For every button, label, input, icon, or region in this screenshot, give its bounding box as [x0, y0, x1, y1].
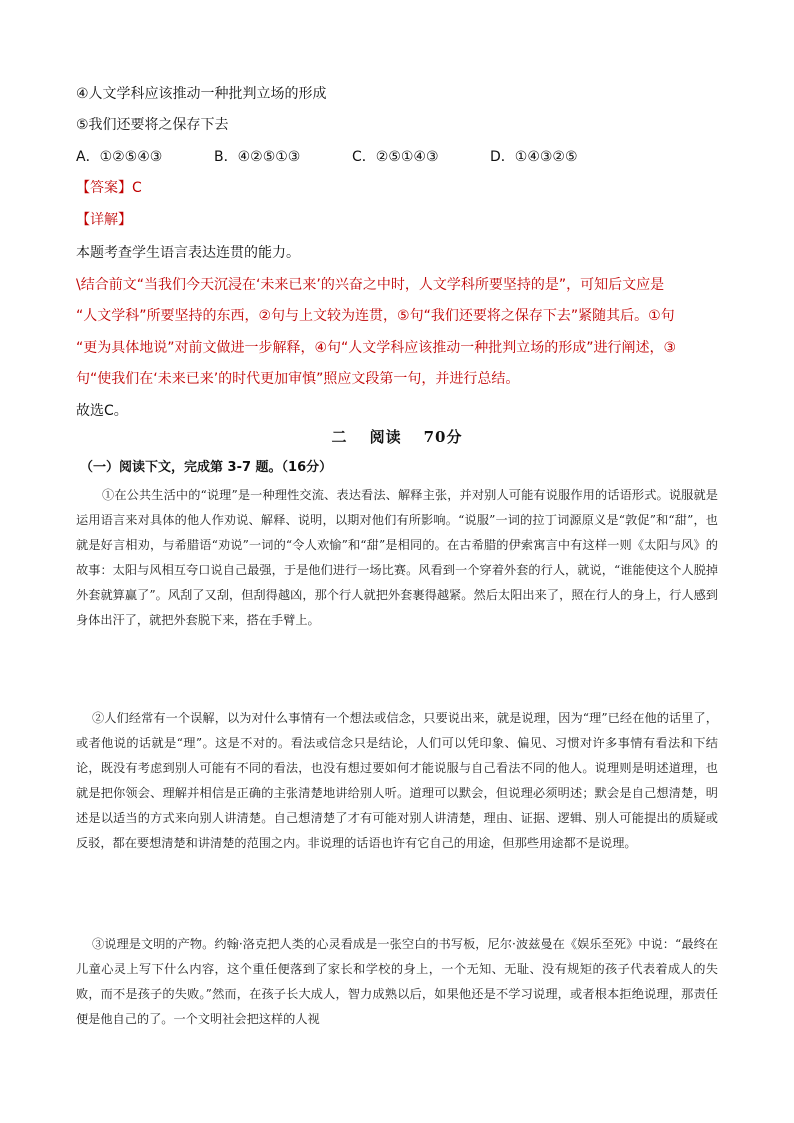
detail-line-4: 句“使我们在‘未来已来’的时代更加审慎”照应文段第一句，并进行总结。 [76, 371, 520, 387]
answer-options [76, 147, 628, 167]
section-name: 阅读 [369, 428, 402, 446]
section-number: 二 [331, 428, 348, 446]
detail-label: 【详解】 [76, 212, 132, 228]
detail-line-2 [76, 306, 675, 326]
option-c: C．②⑤①④③ [352, 149, 439, 165]
detail-intro: 本题考查学生语言表达连贯的能力。 [76, 245, 300, 261]
reading-paragraph-1: ①在公共生活中的“说理”是一种理性交流、表达看法、解释主张，并对别人可能有说服作用的话语形式。说服就是运用语言来对具体的他人作劝说、解释、说明，以期对他们有所影响。“说服”一词的拉丁词源原义是“敦促”和“甜”，也就是好言相劝，与希腊语“劝说”一词的“令人欢愉”和“甜”是相同的。在古希腊的伊索寓言中有这样一则《太阳与风》的故事：太阳与风相互夸口说自己最强，于是他们进行一场比赛。风看到一个穿着外套的行人，就说，“谁能使这个人脱掉外套就算赢了”。风刮了又刮，但刮得越凶，那个行人就把外套裹得越紧。然后太阳出来了，照在行人的身上，行人感到身体出汗了，就把外套脱下来，搭在手臂上。 [76, 488, 718, 627]
section-score: 70分 [423, 428, 463, 446]
section-title [0, 426, 794, 447]
answer-value: C [132, 180, 142, 196]
list-item-5: ⑤我们还要将之保存下去 [76, 117, 229, 133]
option-b: B．④②⑤①③ [214, 149, 301, 165]
option-a: A．①②⑤④③ [76, 149, 163, 165]
answer-line [76, 178, 142, 198]
option-d: D．①④③②⑤ [490, 149, 578, 165]
detail-line-2-main: “人文学科”所要坚持的东西，②句与上文较为连贯，⑤句“我们还要将之保存下去”紧随其后。 [76, 308, 649, 324]
reading-paragraph-3: ③说理是文明的产物。约翰·洛克把人类的心灵看成是一张空白的书写板，尼尔·波兹曼在《娱乐至死》中说：“最终在儿童心灵上写下什么内容，这个重任便落到了家长和学校的身上，一个无知、无耻、没有规矩的孩子代表着成人的失败，而不是孩子的失败。”然而，在孩子长大成人，智力成熟以后，如果他还是不学习说理，或者根本拒绝说理，那责任便是他自己的了。一个文明社会把这样的人视 [76, 937, 718, 1026]
answer-label: 【答案】 [76, 180, 132, 196]
subsection-heading: （一）阅读下文，完成第 3-7 题。（16分） [80, 460, 333, 475]
reading-paragraph-2: ②人们经常有一个误解，以为对什么事情有一个想法或信念，只要说出来，就是说理，因为“理”已经在他的话里了，或者他说的话就是“理”。这是不对的。看法或信念只是结论，人们可以凭印象、偏见、习惯对许多事情有看法和下结论，既没有考虑到别人可能有不同的看法，也没有想过要如何才能说服与自己看法不同的他人。说理则是明述道理，也就是把你领会、理解并相信是正确的主张清楚地讲给别人听。道理可以默会，但说理必须明述；默会是自己想清楚，明述是以适当的方式来向别人讲清楚。自己想清楚了才有可能对别人讲清楚，理由、证据、逻辑、别人可能提出的质疑或反驳，都在要想清楚和讲清楚的范围之内。非说理的话语也许有它自己的用途，但那些用途都不是说理。 [76, 711, 718, 850]
detail-line-2-end: ①句 [648, 308, 675, 324]
list-item-4: ④人文学科应该推动一种批判立场的形成 [76, 86, 327, 102]
detail-conclusion: 故选C。 [76, 403, 128, 419]
detail-line-3: “更为具体地说”对前文做进一步解释，④句“人文学科应该推动一种批判立场的形成”进行阐述，③ [76, 340, 677, 356]
detail-line-1: \结合前文“当我们今天沉浸在‘未来已来’的兴奋之中时，人文学科所要坚持的是”，可知后文应是 [76, 277, 665, 293]
